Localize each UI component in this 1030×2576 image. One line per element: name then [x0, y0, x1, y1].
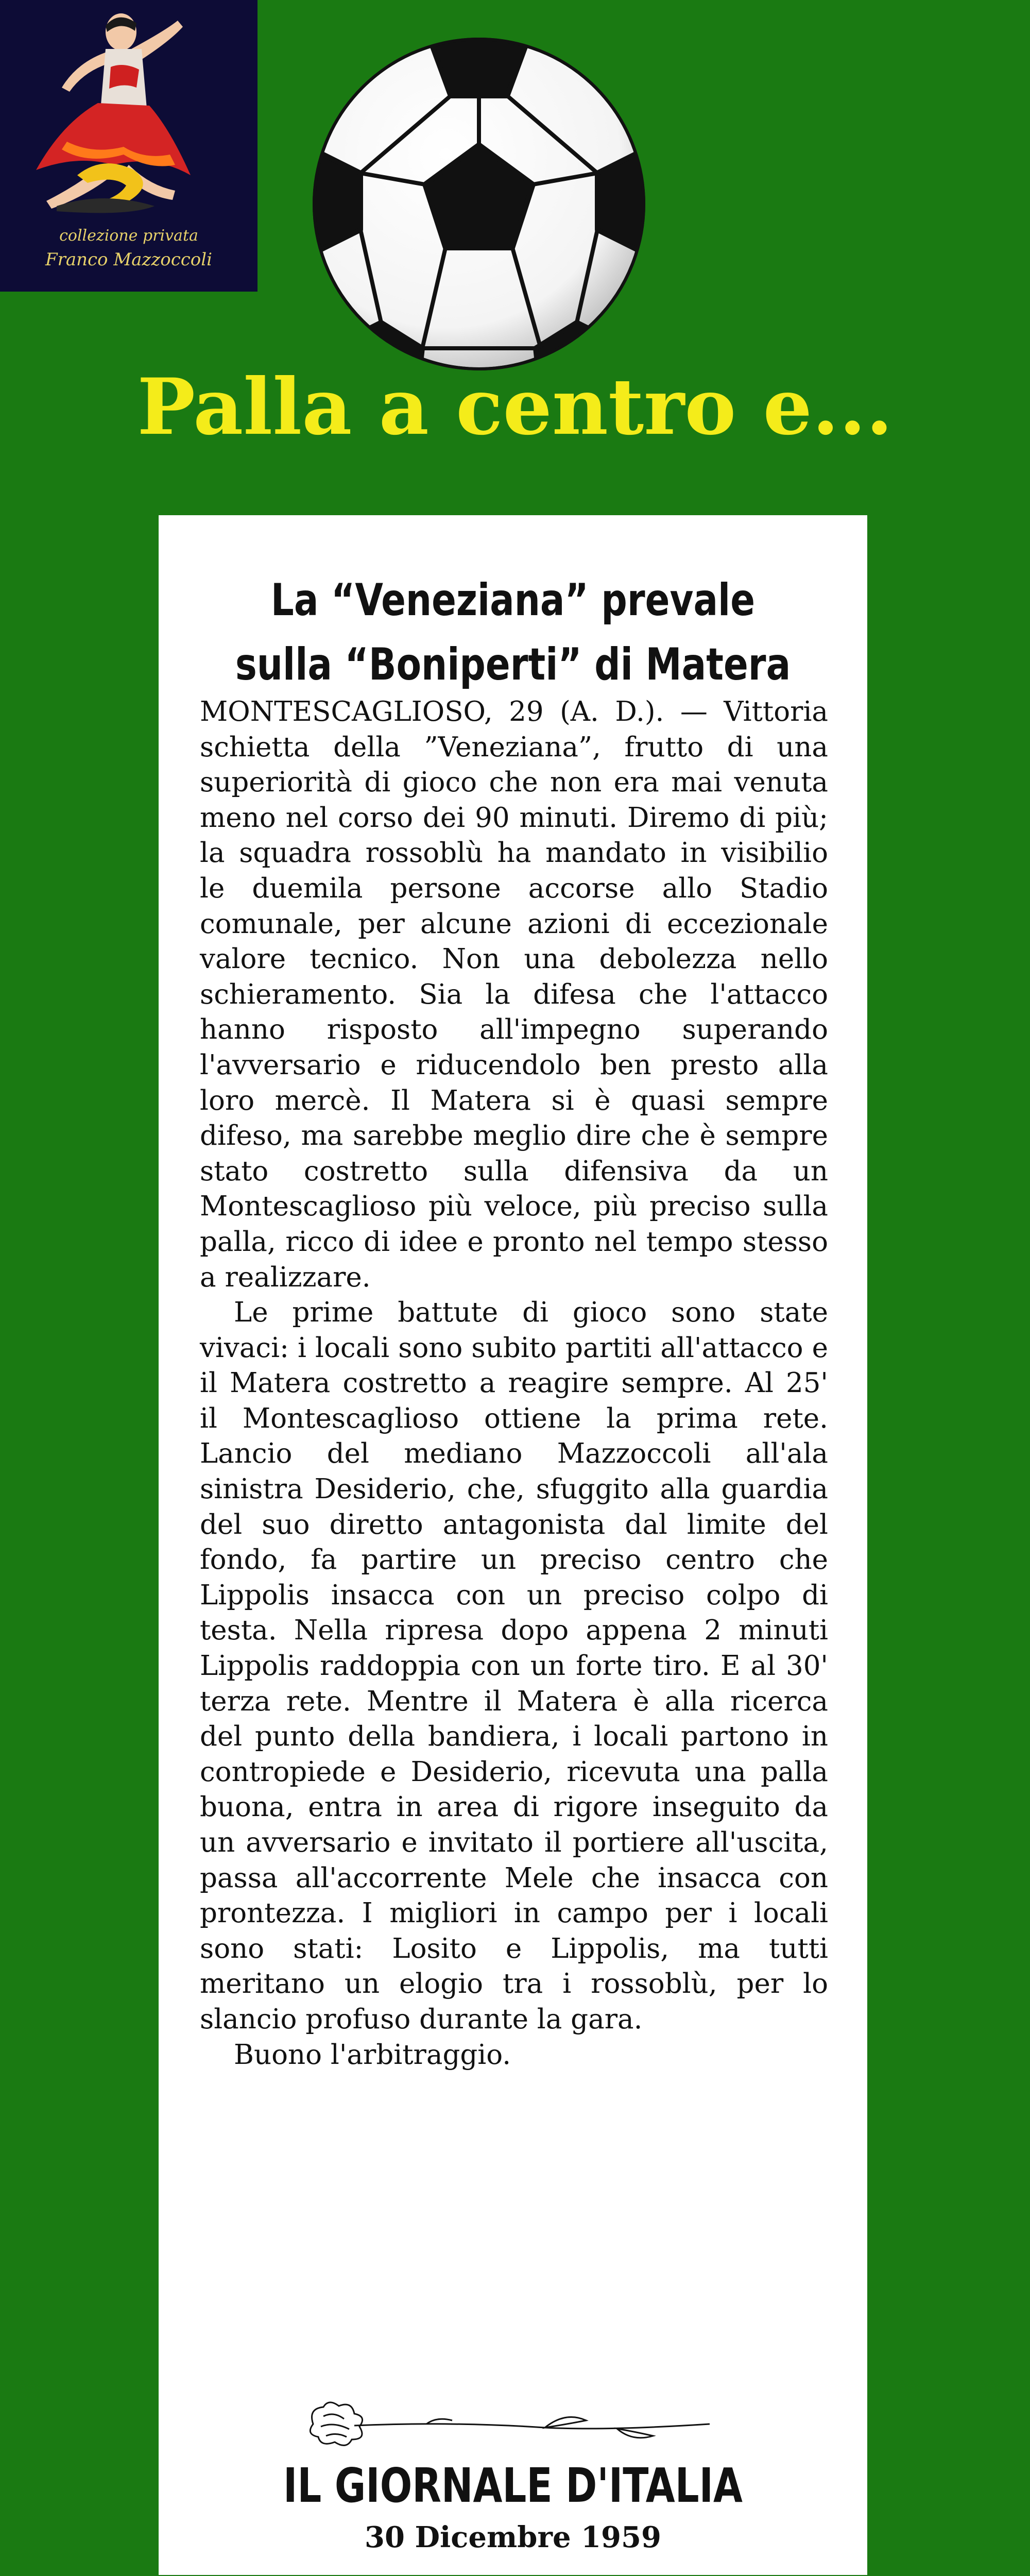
- article-body: [200, 694, 828, 2073]
- carnation-flourish-icon: [298, 2396, 725, 2452]
- article-paragraph: Le prime battute di gioco sono state vivaci: i locali sono subito partiti all'attacco e il Matera costretto a reagire sempre. Al 25' il Montescaglioso ottiene la prima rete. Lancio del mediano Mazzoccoli all'ala sinistra Desiderio, che, sfuggito alla guardia del suo diretto antagonista dal limite del fondo, fa partire un preciso centro che Lippolis insacca con un preciso colpo di testa. Nella ripresa dopo appena 2 minuti Lippolis raddoppia con un forte tiro. E al 30' terza rete. Mentre il Matera è alla ricerca del punto della bandiera, i locali partono in contropiede e Desiderio, ricevuta una palla buona, entra in area di rigore inseguito da un avversario e invitato il portiere all'uscita, passa all'accorrente Mele che insacca con prontezza. I migliori in campo per i locali sono stati: Losito e Lippolis, ma tutti meritano un elogio tra i rossoblù, per lo slancio profuso durante la gara.: [200, 1297, 828, 2035]
- article-title-line1: La “Veneziana” prevale: [270, 574, 756, 626]
- article-paragraph: MONTESCAGLIOSO, 29 (A. D.). — Vittoria schietta della ”Veneziana”, frutto di una superiorità di gioco che non era mai venuta meno nel corso dei 90 minuti. Diremo di più; la squadra rossoblù ha mandato in visibilio le duemila persone accorse allo Stadio comunale, per alcune azioni di eccezionale valore tecnico. Non una debolezza nello schieramento. Sia la difesa che l'attacco hanno risposto all'impegno superando l'avversario e riducendolo ben presto alla loro mercè. Il Matera si è quasi sempre difeso, ma sarebbe meglio dire che è sempre stato costretto sulla difensiva da un Montescaglioso più veloce, più preciso sulla palla, ricco di idee e pronto nel tempo stesso a realizzare.: [200, 696, 828, 1293]
- newspaper-clipping: [159, 515, 867, 2575]
- page-headline: Palla a centro e...: [137, 362, 893, 452]
- newspaper-masthead: IL GIORNALE D'ITALIA: [283, 2458, 743, 2513]
- article-title-line2: sulla “Boniperti” di Matera: [235, 639, 791, 690]
- article-paragraph: Buono l'arbitraggio.: [234, 2039, 511, 2071]
- logo-caption-line1: collezione privata: [59, 227, 198, 245]
- collection-logo: [0, 0, 258, 292]
- dancer-figure-icon: [0, 0, 258, 227]
- publication-date: 30 Dicembre 1959: [365, 2520, 661, 2554]
- soccer-ball-icon: [309, 34, 649, 374]
- logo-caption-line2: Franco Mazzoccoli: [45, 249, 212, 270]
